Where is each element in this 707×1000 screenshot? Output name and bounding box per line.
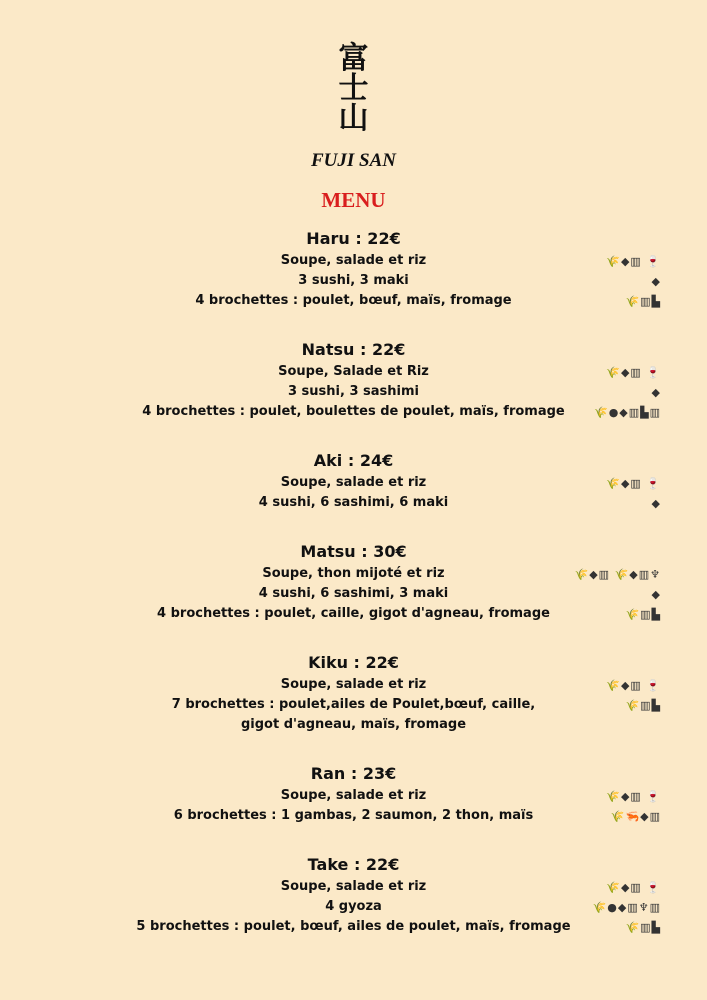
menu-item-line: 3 sushi, 3 sashimi — [287, 384, 419, 399]
allergen-icons: 🌾●◆▥▙▥ — [594, 406, 661, 419]
menu-item-title: Matsu : 30€ — [300, 542, 407, 561]
allergen-icons: 🌾◆▥ 🍷 — [606, 881, 661, 894]
allergen-icons: ◆ — [651, 497, 661, 510]
menu-item-line: Soupe, salade et riz — [280, 879, 427, 894]
fuji-kanji-logo — [0, 41, 707, 136]
logo-char-1: 富 — [338, 41, 369, 76]
allergen-icons: ◆ — [651, 588, 661, 601]
logo-char-2: 士 — [338, 71, 369, 106]
menu-item-line: Soupe, salade et riz — [280, 475, 427, 490]
menu-item-line: 4 brochettes : poulet, bœuf, maïs, fromage — [195, 293, 512, 308]
allergen-icons: 🌾●◆▥♆▥ — [592, 901, 661, 914]
menu-item-title: Natsu : 22€ — [301, 340, 406, 359]
menu-item-line: 4 sushi, 6 sashimi, 6 maki — [258, 495, 449, 510]
menu-item-line: Soupe, Salade et Riz — [278, 364, 429, 379]
allergen-icons: 🌾▥▙ — [625, 921, 661, 934]
menu-item-title: Kiku : 22€ — [308, 653, 399, 672]
menu-item-title: Haru : 22€ — [306, 229, 401, 248]
menu-item-line: 3 sushi, 3 maki — [298, 273, 409, 288]
allergen-icons: 🌾▥▙ — [625, 295, 661, 308]
allergen-icons: 🌾◆▥ 🍷 — [606, 790, 661, 803]
menu-item-line: 4 brochettes : poulet, boulettes de poulet, maïs, fromage — [142, 404, 565, 419]
allergen-icons: 🌾▥▙ — [625, 608, 661, 621]
restaurant-name: FUJI SAN — [311, 150, 396, 171]
menu-item-line: Soupe, salade et riz — [280, 253, 427, 268]
menu-item-line: 4 brochettes : poulet, caille, gigot d'agneau, fromage — [157, 606, 550, 621]
allergen-icons: ◆ — [651, 386, 661, 399]
menu-item-line: 6 brochettes : 1 gambas, 2 saumon, 2 thon, maïs — [173, 808, 534, 823]
logo-char-3: 山 — [338, 101, 369, 136]
menu-item-line: 7 brochettes : poulet,ailes de Poulet,bœuf, caille, — [171, 697, 536, 712]
menu-item-line: 4 gyoza — [325, 899, 382, 914]
menu-item-title: Take : 22€ — [307, 855, 400, 874]
allergen-icons: 🌾◆▥ 🍷 — [606, 255, 661, 268]
allergen-icons: 🌾🦐◆▥ — [610, 810, 661, 823]
allergen-icons: 🌾◆▥ 🍷 — [606, 477, 661, 490]
menu-item-line: Soupe, salade et riz — [280, 788, 427, 803]
menu-item-line: gigot d'agneau, maïs, fromage — [240, 717, 467, 732]
allergen-icons: ◆ — [651, 275, 661, 288]
allergen-icons: 🌾▥▙ — [625, 699, 661, 712]
menu-item-title: Aki : 24€ — [313, 451, 394, 470]
menu-item-line: Soupe, salade et riz — [280, 677, 427, 692]
menu-item-line: 4 sushi, 6 sashimi, 3 maki — [258, 586, 449, 601]
allergen-icons: 🌾◆▥ 🌾◆▥♆ — [574, 568, 661, 581]
menu-title: MENU — [321, 188, 386, 212]
menu-item-line: 5 brochettes : poulet, bœuf, ailes de poulet, maïs, fromage — [136, 919, 571, 934]
allergen-icons: 🌾◆▥ 🍷 — [606, 679, 661, 692]
allergen-icons: 🌾◆▥ 🍷 — [606, 366, 661, 379]
menu-item-line: Soupe, thon mijoté et riz — [262, 566, 445, 581]
menu-item-title: Ran : 23€ — [310, 764, 397, 783]
